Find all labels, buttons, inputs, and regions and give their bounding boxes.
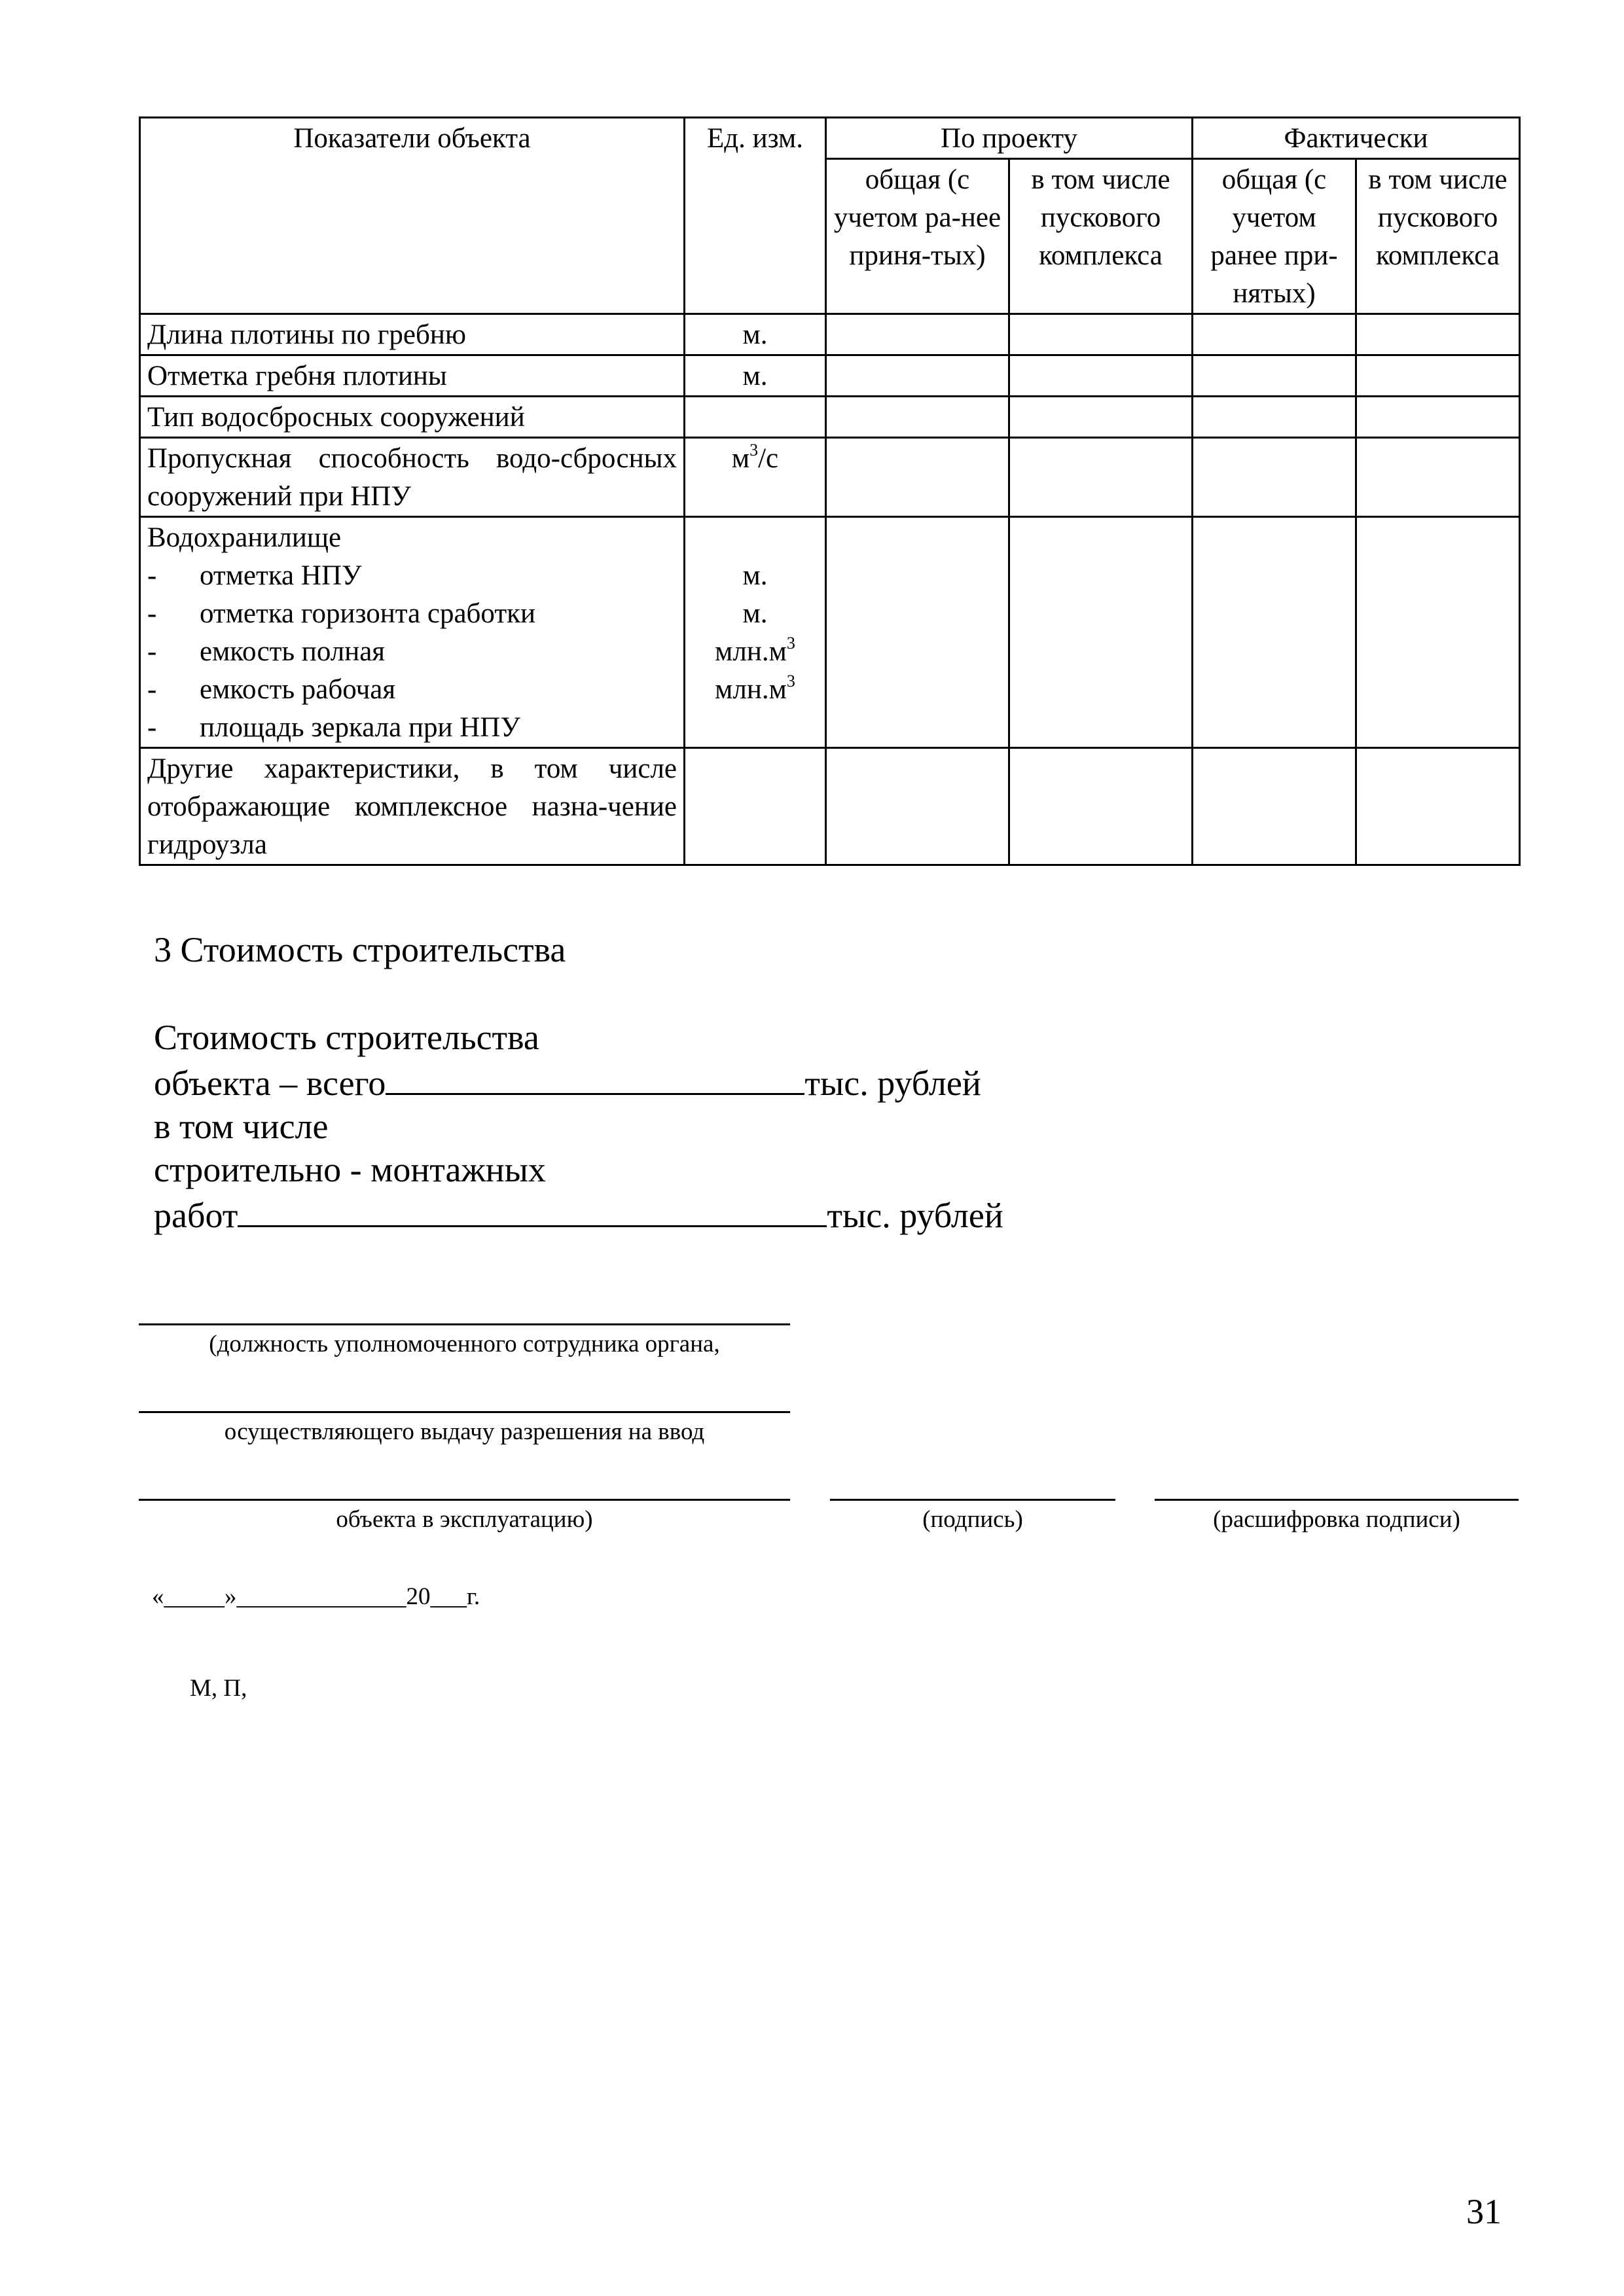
cost-works-label: работ [154,1196,238,1235]
dash: - [147,712,157,743]
cell-project-launch [1009,355,1193,397]
signature-line[interactable] [830,1499,1115,1501]
cell-project-launch [1009,314,1193,355]
dash: - [147,598,157,629]
cell-actual-launch [1356,355,1520,397]
header-project-total: общая (с учетом ра-нее приня-тых) [826,159,1009,314]
cell-project-launch [1009,748,1193,865]
table-row [140,355,1520,397]
unit-value: $млн.м^3$ [715,634,795,667]
cell-project-launch [1009,397,1193,438]
cost-line-5 [154,1191,1003,1237]
reservoir-units [685,517,826,748]
cost-works-unit: тыс. рублей [827,1196,1003,1235]
header-actual: Фактически [1193,118,1520,159]
reservoir-title: Водохранилище [147,522,342,553]
header-project: По проекту [826,118,1193,159]
cell-actual-launch [1356,748,1520,865]
cell-project-total [826,397,1009,438]
cost-total-label: объекта – всего [154,1064,386,1103]
signature-decode-line[interactable] [1155,1499,1519,1501]
cost-works-blank[interactable] [238,1191,827,1227]
header-actual-total: общая (с учетом ранее при-нятых) [1193,159,1356,314]
section-title: 3 Стоимость строительства [154,930,566,969]
header-unit: Ед. изм. [685,118,826,314]
cost-line-1: Стоимость строительства [154,1018,539,1057]
dash: - [147,674,157,705]
cell-actual-total [1193,517,1356,748]
signature-decode-caption: (расшифровка подписи) [1213,1506,1460,1533]
row-unit [685,397,826,438]
row-unit [685,748,826,865]
unit-exponent: 3 [786,672,795,691]
cell-project-launch [1009,517,1193,748]
list-item [147,557,677,595]
unit-value: м. [742,598,768,629]
cell-project-total [826,355,1009,397]
cell-actual-total [1193,314,1356,355]
unit-value: м. [742,560,768,591]
item-label: емкость рабочая [200,674,396,705]
cell-project-total [826,748,1009,865]
reservoir-cell [140,517,685,748]
item-label: отметка НПУ [200,560,362,591]
table-row [140,314,1520,355]
cell-actual-total [1193,355,1356,397]
cell-actual-launch [1356,517,1520,748]
cell-actual-total [1193,748,1356,865]
dash: - [147,636,157,667]
table-row-reservoir [140,517,1520,748]
cell-project-total [826,314,1009,355]
row-label: Отметка гребня плотины [140,355,685,397]
object-indicators-table [139,117,1521,866]
position-caption-2: осуществляющего выдачу разрешения на ввод [224,1418,705,1445]
position-line-2[interactable] [139,1411,790,1413]
cost-line-4: строительно - монтажных [154,1150,546,1189]
cost-line-2 [154,1059,1003,1105]
row-label: Тип водосбросных сооружений [140,397,685,438]
list-item [147,595,677,633]
header-project-launch: в том числе пускового комплекса [1009,159,1193,314]
cell-project-total [826,517,1009,748]
reservoir-list [147,557,677,747]
unit-exponent: 3 [786,634,795,653]
header-indicator: Показатели объекта [140,118,685,314]
row-label: Пропускная способность водо-сбросных сооружений при НПУ [140,438,685,517]
cost-total-blank[interactable] [386,1059,804,1095]
row-unit: $м^3/с$ [685,438,826,517]
row-label: Другие характеристики, в том числе отображающие комплексное назна-чение гидроузла [140,748,685,865]
page-number: 31 [1466,2192,1502,2231]
cell-actual-total [1193,438,1356,517]
cost-total-unit: тыс. рублей [804,1064,981,1103]
item-label: отметка горизонта сработки [200,598,536,629]
list-item [147,671,677,709]
position-caption-1: (должность уполномоченного сотрудника органа, [209,1331,720,1357]
cost-block [154,1016,1003,1237]
cell-actual-total [1193,397,1356,438]
header-actual-launch: в том числе пускового комплекса [1356,159,1520,314]
table-row [140,397,1520,438]
cell-project-launch [1009,438,1193,517]
cell-project-total [826,438,1009,517]
position-line-1[interactable] [139,1323,790,1325]
unit-exponent: 3 [749,440,759,459]
table-row [140,748,1520,865]
seal-mark: М, П, [190,1675,247,1702]
cost-line-3: в том числе [154,1107,329,1146]
row-unit: м. [685,355,826,397]
date-line[interactable]: «_____»______________20___г. [152,1583,480,1610]
dash: - [147,560,157,591]
cell-actual-launch [1356,314,1520,355]
signature-caption: (подпись) [922,1506,1023,1533]
list-item [147,633,677,671]
cell-actual-launch [1356,397,1520,438]
item-label: площадь зеркала при НПУ [200,712,520,743]
position-caption-3: объекта в эксплуатацию) [336,1506,593,1533]
table-row [140,438,1520,517]
item-label: емкость полная [200,636,386,667]
cell-actual-launch [1356,438,1520,517]
list-item [147,709,677,747]
unit-value: $млн.м^3$ [715,672,795,705]
row-label: Длина плотины по гребню [140,314,685,355]
row-unit: м. [685,314,826,355]
position-line-3[interactable] [139,1499,790,1501]
